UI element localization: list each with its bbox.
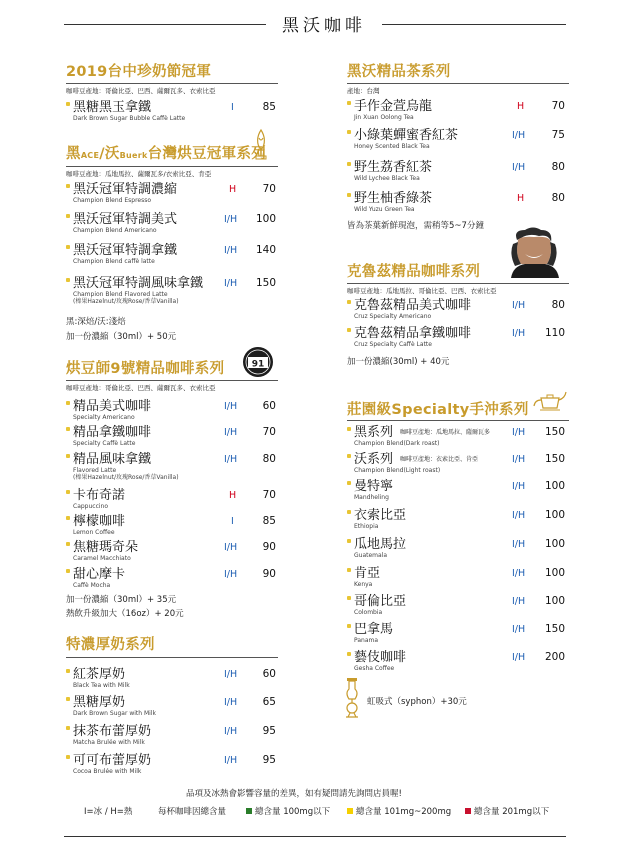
- bullet-icon: [347, 101, 351, 105]
- item-name-en: Cocoa Brulée with Milk: [73, 768, 142, 775]
- item-name-en: Gesha Coffee: [354, 665, 395, 672]
- item-name: 黑糖黑玉拿鐵: [73, 100, 152, 115]
- temperature-tag: I/H: [512, 568, 526, 579]
- menu-item: [347, 452, 569, 480]
- item-name: 克魯茲精品拿鐵咖啡: [354, 326, 472, 341]
- origin-text: 產地：台灣: [347, 87, 380, 95]
- item-name-en: Colombia: [354, 609, 383, 616]
- item-price: 90: [262, 568, 276, 580]
- bullet-icon: [347, 300, 351, 304]
- item-name: 野生荔香紅茶: [354, 160, 433, 175]
- item-price: 75: [551, 129, 565, 141]
- item-price: 90: [262, 541, 276, 553]
- item-name-en: Kenya: [354, 581, 373, 588]
- item-price: 150: [255, 277, 276, 289]
- item-name: 野生柚香綠茶: [354, 191, 433, 206]
- section-title-tea: 黑沃精品茶系列: [347, 64, 451, 80]
- legend-square-red: [465, 808, 471, 814]
- item-name: 曼特寧: [354, 479, 394, 494]
- footer-caffeine-low: [246, 805, 330, 817]
- temperature-tag: I/H: [512, 481, 526, 492]
- bullet-icon: [347, 652, 351, 656]
- item-name: 黑糖厚奶: [73, 695, 126, 710]
- origin-text: 咖啡豆產地：哥倫比亞、巴西、薩爾瓦多、衣索比亞: [66, 384, 216, 392]
- item-name: 瓜地馬拉: [354, 537, 407, 552]
- upsize-note: 熱飲升級加大（16oz）+ 20元: [66, 609, 184, 619]
- brand-title: 黑沃咖啡: [282, 16, 366, 36]
- footer-disclaimer: 品項及冰熱會影響容量的差異，如有疑問請先詢問店員喔!: [186, 789, 402, 799]
- bullet-icon: [347, 510, 351, 514]
- roast-note: 黑:深焙/沃:淺焙: [66, 317, 126, 327]
- section-title-champion: [66, 142, 266, 163]
- item-name-en: Mandheling: [354, 494, 389, 501]
- origin-text: 咖啡豆產地：瓜地馬拉、薩爾瓦多/衣索比亞、肯亞: [66, 170, 212, 178]
- bullet-icon: [66, 245, 70, 249]
- temperature-tag: I/H: [512, 130, 526, 141]
- temperature-tag: I/H: [512, 596, 526, 607]
- temperature-tag: H: [517, 101, 525, 112]
- bullet-icon: [347, 624, 351, 628]
- bullet-icon: [66, 278, 70, 282]
- extra-shot-note: 加一份濃縮（30ml）+ 50元: [66, 332, 177, 342]
- item-name: 黑沃冠軍特調拿鐵: [73, 243, 178, 258]
- item-price: 100: [544, 567, 565, 579]
- menu-item: [347, 326, 569, 354]
- item-origin-note: 咖啡豆產地：衣索比亞、肯亞: [400, 456, 479, 463]
- section-rule: [347, 420, 569, 421]
- item-price: 80: [551, 299, 565, 311]
- item-name: 黑沃冠軍特調濃縮: [73, 182, 178, 197]
- temperature-tag: H: [229, 184, 237, 195]
- item-name: 手作金萱烏龍: [354, 99, 433, 114]
- temperature-tag: I/H: [224, 669, 238, 680]
- item-name-en: Champion Blend Espresso: [73, 197, 152, 204]
- section-title-milk: 特濃厚奶系列: [66, 637, 155, 653]
- item-name-en: Lemon Coffee: [73, 529, 115, 536]
- item-price: 80: [551, 161, 565, 173]
- section-rule: [66, 83, 278, 84]
- section-rule: [347, 83, 569, 84]
- temperature-tag: I/H: [224, 214, 238, 225]
- temperature-tag: I/H: [224, 726, 238, 737]
- menu-item: [347, 191, 569, 219]
- temperature-tag: I/H: [224, 401, 238, 412]
- item-name: 沃系列: [354, 452, 394, 467]
- item-name: 藝伎咖啡: [354, 650, 407, 665]
- menu-item: [347, 622, 569, 650]
- item-name-en: Champion Blend Flavored Latte: [73, 291, 168, 298]
- item-name: 衣索比亞: [354, 508, 407, 523]
- menu-item: [347, 128, 569, 156]
- title-part: 黑: [66, 146, 81, 162]
- item-price: 200: [544, 651, 565, 663]
- item-price: 80: [551, 192, 565, 204]
- item-price: 95: [262, 725, 276, 737]
- temperature-tag: I/H: [224, 427, 238, 438]
- temperature-tag: I/H: [512, 539, 526, 550]
- footer-caffeine-mid: [347, 805, 451, 817]
- syphon-icon: [343, 677, 361, 719]
- menu-item: [347, 650, 569, 678]
- section-rule: [347, 283, 569, 284]
- bullet-icon: [347, 539, 351, 543]
- item-name: 卡布奇諾: [73, 488, 126, 503]
- temperature-tag: I/H: [224, 755, 238, 766]
- item-origin-note: 咖啡豆產地：瓜地馬拉、薩爾瓦多: [400, 429, 491, 436]
- temperature-tag: H: [517, 193, 525, 204]
- title-small: Buerk: [119, 151, 148, 160]
- item-name-en: Honey Scented Black Tea: [354, 143, 430, 150]
- bullet-icon: [66, 490, 70, 494]
- menu-item: [66, 667, 278, 695]
- bullet-icon: [347, 130, 351, 134]
- bullet-icon: [347, 481, 351, 485]
- temperature-tag: I/H: [512, 300, 526, 311]
- menu-item: [347, 566, 569, 594]
- item-price: 60: [262, 400, 276, 412]
- menu-item: [66, 100, 278, 128]
- legend-square-yellow: [347, 808, 353, 814]
- title-small: ACE: [80, 151, 100, 160]
- item-name-en: Black Tea with Milk: [73, 682, 130, 689]
- temperature-tag: I/H: [512, 162, 526, 173]
- item-name-en: Wild Lychee Black Tea: [354, 175, 420, 182]
- menu-item: [66, 276, 278, 304]
- item-name-en: Champion Blend(Light roast): [354, 467, 441, 474]
- temperature-tag: I/H: [224, 454, 238, 465]
- section-title-roaster: 烘豆師9號精品咖啡系列: [66, 361, 225, 377]
- item-name-en: Cruz Specialty Americano: [354, 313, 432, 320]
- legend-text: 總含量 101mg~200mg: [356, 807, 452, 817]
- bullet-icon: [66, 214, 70, 218]
- menu-item: [66, 724, 278, 752]
- origin-text: 咖啡豆產地：瓜地馬拉、哥倫比亞、巴西、衣索比亞: [347, 287, 497, 295]
- item-price: 100: [255, 213, 276, 225]
- footer-legend-ice-hot: I=冰 / H=熱: [84, 807, 133, 817]
- menu-item: [66, 540, 278, 568]
- bullet-icon: [66, 516, 70, 520]
- temperature-tag: I: [231, 102, 234, 113]
- footer-caffeine-high: [465, 805, 549, 817]
- item-name: 抹茶布蕾厚奶: [73, 724, 152, 739]
- menu-item: [66, 399, 278, 427]
- section-rule: [66, 166, 278, 167]
- temperature-tag: I/H: [512, 454, 526, 465]
- bullet-icon: [66, 755, 70, 759]
- bullet-icon: [66, 726, 70, 730]
- menu-item: [347, 425, 569, 453]
- item-price: 100: [544, 595, 565, 607]
- item-name-en: Guatemala: [354, 552, 388, 559]
- temperature-tag: I/H: [224, 569, 238, 580]
- item-name-en: Cappuccino: [73, 503, 109, 510]
- section-rule: [66, 657, 278, 658]
- item-name: 精品拿鐵咖啡: [73, 425, 152, 440]
- temperature-tag: I/H: [512, 652, 526, 663]
- temperature-tag: I/H: [224, 278, 238, 289]
- item-flavors: (榛果Hazelnut/玫瑰Rose/香草Vanilla): [73, 298, 179, 305]
- origin-text: 咖啡豆產地：哥倫比亞、巴西、薩爾瓦多、衣索比亞: [66, 87, 216, 95]
- item-price: 150: [544, 623, 565, 635]
- legend-text: 總含量 100mg以下: [255, 807, 331, 817]
- menu-item: [66, 695, 278, 723]
- footer-rule: [64, 836, 566, 837]
- item-name: 巴拿馬: [354, 622, 394, 637]
- item-price: 100: [544, 480, 565, 492]
- item-price: 150: [544, 453, 565, 465]
- menu-item: [347, 160, 569, 188]
- menu-item: [66, 425, 278, 453]
- temperature-tag: I/H: [512, 427, 526, 438]
- footer-caffeine-label: 每杯咖啡因總含量: [158, 807, 227, 817]
- item-name-en: Panama: [354, 637, 379, 644]
- menu-item: [347, 479, 569, 507]
- bullet-icon: [347, 454, 351, 458]
- temperature-tag: I/H: [512, 510, 526, 521]
- bullet-icon: [347, 162, 351, 166]
- pour-over-kettle-icon: [532, 390, 568, 412]
- bullet-icon: [347, 568, 351, 572]
- menu-item: [66, 452, 278, 480]
- bullet-icon: [66, 542, 70, 546]
- bullet-icon: [347, 193, 351, 197]
- item-price: 85: [262, 101, 276, 113]
- item-name: 哥倫比亞: [354, 594, 407, 609]
- item-name: 小綠葉蟬蜜香紅茶: [354, 128, 459, 143]
- extra-shot-note: 加一份濃縮（30ml）+ 35元: [66, 595, 177, 605]
- menu-item: [66, 753, 278, 781]
- temperature-tag: I/H: [512, 624, 526, 635]
- item-name-en: Cruz Specialty Caffè Latte: [354, 341, 432, 348]
- bullet-icon: [66, 184, 70, 188]
- roaster-badge-icon: [242, 346, 274, 378]
- temperature-tag: H: [229, 490, 237, 501]
- menu-item: [347, 537, 569, 565]
- item-name: 檸檬咖啡: [73, 514, 126, 529]
- bullet-icon: [66, 401, 70, 405]
- menu-item: [66, 243, 278, 271]
- item-name-en: Champion Blend(Dark roast): [354, 440, 440, 447]
- item-name: 甜心摩卡: [73, 567, 126, 582]
- item-price: 70: [551, 100, 565, 112]
- item-name-en: Specialty Caffè Latte: [73, 440, 136, 447]
- title-part: 台灣烘豆冠軍系列: [147, 146, 267, 162]
- menu-item: [66, 567, 278, 595]
- header-rule-left: [64, 24, 266, 25]
- item-name: 可可布蕾厚奶: [73, 753, 152, 768]
- temperature-tag: I/H: [512, 328, 526, 339]
- item-name-en: Matcha Brulée with Milk: [73, 739, 145, 746]
- legend-text: 總含量 201mg以下: [474, 807, 550, 817]
- item-name-en: Caffè Mocha: [73, 582, 111, 589]
- item-price: 65: [262, 696, 276, 708]
- bullet-icon: [66, 697, 70, 701]
- item-price: 100: [544, 538, 565, 550]
- menu-item: [347, 508, 569, 536]
- item-name-en: Specialty Americano: [73, 414, 135, 421]
- bullet-icon: [347, 427, 351, 431]
- section-title-cruz: 克魯茲精品咖啡系列: [347, 264, 481, 280]
- item-price: 70: [262, 183, 276, 195]
- item-price: 150: [544, 426, 565, 438]
- legend-square-green: [246, 808, 252, 814]
- bullet-icon: [66, 102, 70, 106]
- header-rule-right: [382, 24, 566, 25]
- item-price: 110: [544, 327, 565, 339]
- title-part: /沃: [99, 146, 120, 162]
- trophy-icon: [252, 128, 270, 162]
- item-price: 85: [262, 515, 276, 527]
- bullet-icon: [66, 669, 70, 673]
- item-name: 肯亞: [354, 566, 381, 581]
- bullet-icon: [66, 427, 70, 431]
- item-name: 黑沃冠軍特調美式: [73, 212, 178, 227]
- menu-item: [347, 99, 569, 127]
- item-name-en: Ethiopia: [354, 523, 379, 530]
- bullet-icon: [347, 596, 351, 600]
- item-name: 精品風味拿鐵: [73, 452, 152, 467]
- item-name: 克魯茲精品美式咖啡: [354, 298, 472, 313]
- item-price: 70: [262, 426, 276, 438]
- item-price: 100: [544, 509, 565, 521]
- temperature-tag: I/H: [224, 542, 238, 553]
- menu-item: [66, 212, 278, 240]
- item-price: 140: [255, 244, 276, 256]
- extra-shot-note: 加一份濃縮(30ml) + 40元: [347, 357, 450, 367]
- item-name: 黑沃冠軍特調風味拿鐵: [73, 276, 204, 291]
- syphon-note: 虹吸式（syphon）+30元: [367, 697, 467, 707]
- badge-text: 91: [251, 359, 265, 370]
- section-rule: [66, 380, 278, 381]
- bullet-icon: [347, 328, 351, 332]
- item-flavors: (榛果Hazelnut/玫瑰Rose/香草Vanilla): [73, 474, 179, 481]
- section-title-manor: 莊園級Specialty手沖系列: [347, 402, 529, 418]
- item-name: 焦糖瑪奇朵: [73, 540, 139, 555]
- section-title-award: 2019台中珍奶節冠軍: [66, 64, 212, 80]
- menu-item: [347, 298, 569, 326]
- item-name-en: Champion Blend caffè latte: [73, 258, 155, 265]
- item-price: 60: [262, 668, 276, 680]
- menu-item: [66, 488, 278, 516]
- item-price: 70: [262, 489, 276, 501]
- bullet-icon: [66, 454, 70, 458]
- tea-note: 皆為茶葉新鮮現泡，需稍等5~7分鐘: [347, 221, 484, 231]
- item-name-en: Dark Brown Sugar with Milk: [73, 710, 156, 717]
- bullet-icon: [66, 569, 70, 573]
- item-name: 精品美式咖啡: [73, 399, 152, 414]
- item-name: 紅茶厚奶: [73, 667, 126, 682]
- menu-item: [347, 594, 569, 622]
- item-name-en: Champion Blend Americano: [73, 227, 157, 234]
- menu-item: [66, 514, 278, 542]
- item-name-en: Wild Yuzu Green Tea: [354, 206, 415, 213]
- item-name: 黑系列: [354, 425, 394, 440]
- item-name-en: Jin Xuan Oolong Tea: [354, 114, 414, 121]
- temperature-tag: I/H: [224, 697, 238, 708]
- item-name-en: Caramel Macchiato: [73, 555, 131, 562]
- item-price: 80: [262, 453, 276, 465]
- temperature-tag: I: [231, 516, 234, 527]
- item-name-en: Dark Brown Sugar Bubble Caffè Latte: [73, 115, 186, 122]
- temperature-tag: I/H: [224, 245, 238, 256]
- barista-portrait-icon: [503, 226, 567, 278]
- menu-item: [66, 182, 278, 210]
- item-name-en: Flavored Latte: [73, 467, 117, 474]
- item-price: 95: [262, 754, 276, 766]
